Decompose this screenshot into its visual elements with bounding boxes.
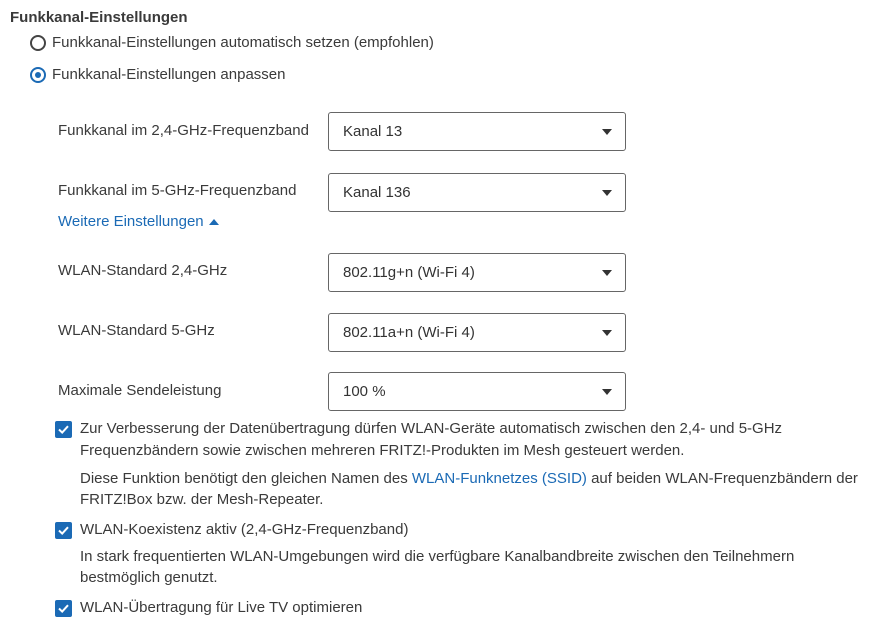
chevron-down-icon <box>602 129 612 135</box>
checkbox-band-steering[interactable] <box>55 421 72 438</box>
checkmark-icon <box>57 602 70 615</box>
help-text: Diese Funktion benötigt den gleichen Namen des <box>80 470 412 487</box>
radio-button-checked[interactable] <box>30 67 46 83</box>
select-value: 802.11g+n (Wi-Fi 4) <box>343 264 475 281</box>
checkmark-icon <box>57 423 70 436</box>
band-steering-line1: Zur Verbesserung der Datenübertragung dürfen WLAN-Geräte automatisch zwischen den 2,4- und 5-GHz <box>80 420 783 437</box>
chevron-down-icon <box>602 190 612 196</box>
label-channel-5ghz: Funkkanal im 5-GHz-Frequenzband <box>58 182 297 199</box>
radio-label: Funkkanal-Einstellungen anpassen <box>52 66 286 83</box>
radio-label: Funkkanal-Einstellungen automatisch setzen (empfohlen) <box>52 34 434 51</box>
ssid-link[interactable]: WLAN-Funknetzes (SSID) <box>411 470 587 487</box>
select-channel-5ghz[interactable] <box>328 173 626 212</box>
more-settings-label: Weitere Einstellungen <box>58 213 204 230</box>
coexistence-help-line1: In stark frequentierten WLAN-Umgebungen wird die verfügbare Kanalbandbreite zwischen den Teilnehmern <box>80 548 795 565</box>
band-steering-line2: Frequenzbändern sowie zwischen mehreren FRITZ!-Produkten im Mesh gesteuert werden. <box>80 442 685 459</box>
more-settings-link[interactable] <box>58 213 219 230</box>
select-standard-5ghz[interactable] <box>328 313 626 352</box>
live-tv-label <box>80 597 362 619</box>
caret-up-icon <box>209 219 219 225</box>
label-max-power: Maximale Sendeleistung <box>58 382 222 399</box>
chevron-down-icon <box>602 270 612 276</box>
chevron-down-icon <box>602 389 612 395</box>
band-steering-help-line1 <box>80 468 858 489</box>
coexistence-label-text: WLAN-Koexistenz aktiv (2,4-GHz-Frequenzband) <box>80 521 409 538</box>
select-value: 802.11a+n (Wi-Fi 4) <box>343 324 475 341</box>
select-value: Kanal 136 <box>343 184 411 201</box>
radio-custom-channel[interactable] <box>30 66 286 83</box>
radio-button-unchecked[interactable] <box>30 35 46 51</box>
select-standard-24ghz[interactable] <box>328 253 626 292</box>
checkbox-coexistence[interactable] <box>55 522 72 539</box>
checkmark-icon <box>57 524 70 537</box>
checkbox-live-tv[interactable] <box>55 600 72 617</box>
live-tv-label-text: WLAN-Übertragung für Live TV optimieren <box>80 599 363 616</box>
select-channel-24ghz[interactable] <box>328 112 626 151</box>
chevron-down-icon <box>602 330 612 336</box>
coexistence-label <box>80 519 408 541</box>
band-steering-help-line2: FRITZ!Box bzw. der Mesh-Repeater. <box>80 491 324 508</box>
coexistence-help <box>80 546 794 588</box>
select-value: 100 % <box>343 383 386 400</box>
select-value: Kanal 13 <box>343 123 403 140</box>
coexistence-help-line2: bestmöglich genutzt. <box>80 569 218 586</box>
label-standard-24ghz: WLAN-Standard 2,4-GHz <box>58 262 228 279</box>
help-text: auf beiden WLAN-Frequenzbändern der <box>586 470 858 487</box>
label-channel-24ghz: Funkkanal im 2,4-GHz-Frequenzband <box>58 122 309 139</box>
radio-auto-channel[interactable] <box>30 34 434 51</box>
band-steering-help <box>80 468 858 510</box>
section-title: Funkkanal-Einstellungen <box>10 9 188 26</box>
band-steering-label <box>80 418 782 462</box>
label-standard-5ghz: WLAN-Standard 5-GHz <box>58 322 215 339</box>
select-max-power[interactable] <box>328 372 626 411</box>
